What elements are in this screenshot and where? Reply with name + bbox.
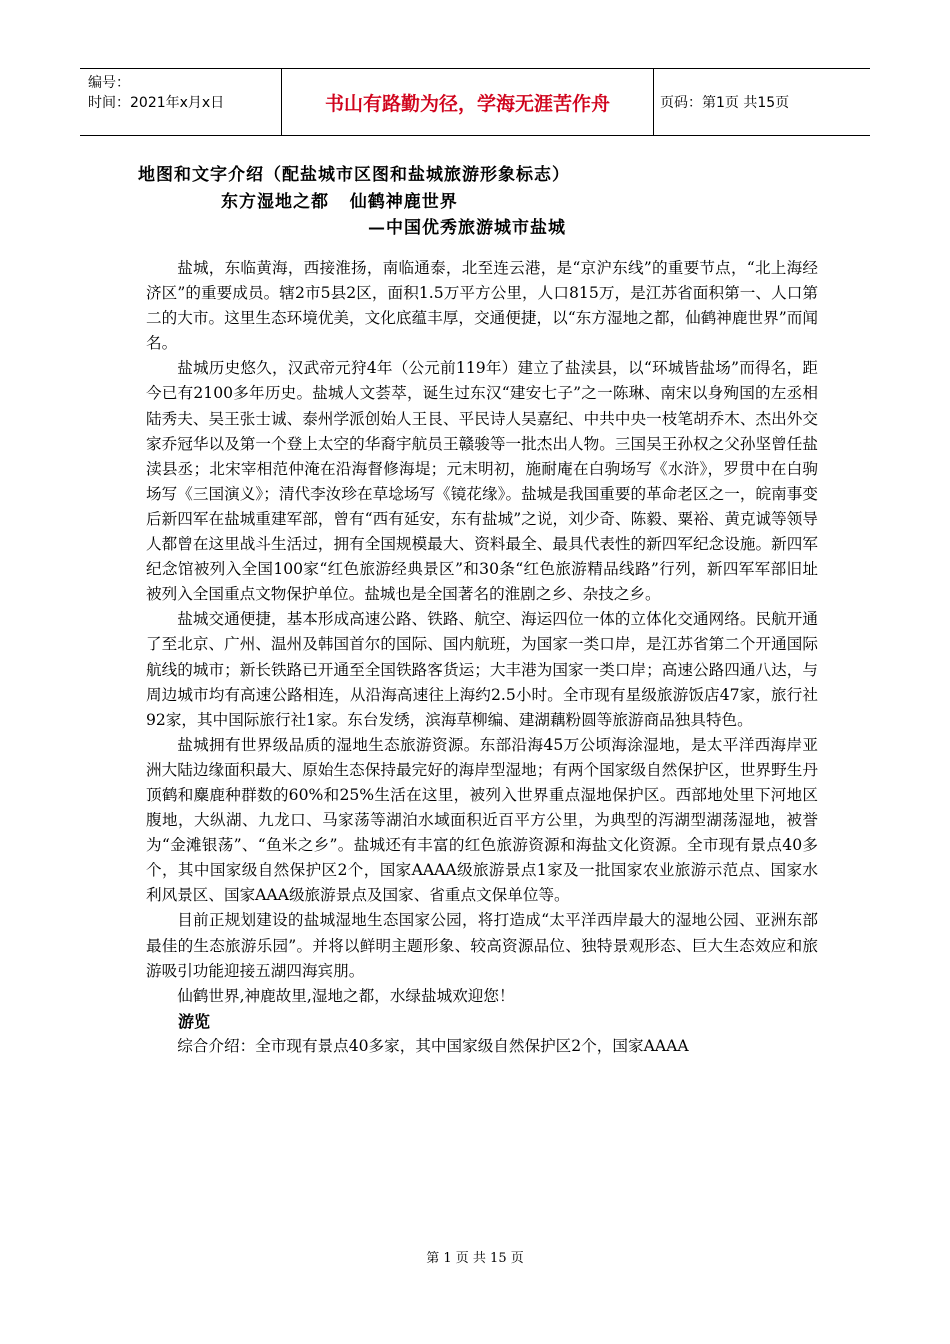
- document-body: [146, 256, 818, 1059]
- paragraph: 盐城交通便捷，基本形成高速公路、铁路、航空、海运四位一体的立体化交通网络。民航开通了至北京、广州、温州及韩国首尔的国际、国内航班，为国家一类口岸，是江苏省第二个开通国际航线的城市；新长铁路已开通至全国铁路客货运；大丰港为国家一类口岸；高速公路四通八达，与周边城市均有高速公路相连，从沿海高速往上海约2.5小时。全市现有星级旅游饭店47家，旅行社92家，其中国际旅行社1家。东台发绣，滨海草柳编、建湖藕粉圆等旅游商品独具特色。: [146, 610, 818, 729]
- page-header: [80, 68, 870, 136]
- paragraph: 盐城拥有世界级品质的湿地生态旅游资源。东部沿海45万公顷海涂湿地，是太平洋西海岸亚洲大陆边缘面积最大、原始生态保持最完好的海岸型湿地；有两个国家级自然保护区，世界野生丹顶鹤和麋鹿种群数的60%和25%生活在这里，被列入世界重点湿地保护区。西部地处里下河地区腹地，大纵湖、九龙口、马家荡等湖泊水域面积近百平方公里，为典型的泻湖型湖荡湿地，被誉为“金滩银荡”、“鱼米之乡”。盐城还有丰富的红色旅游资源和海盐文化资源。全市现有景点40多个，其中国家级自然保护区2个，国家AAAA级旅游景点1家及一批国家农业旅游示范点、国家水利风景区、国家AAA级旅游景点及国家、省重点文保单位等。: [146, 735, 818, 905]
- paragraph: 仙鹤世界,神鹿故里,湿地之都，水绿盐城欢迎您！: [177, 986, 515, 1005]
- header-meta: [80, 69, 281, 135]
- section-intro: 综合介绍：全市现有景点40多家，其中国家级自然保护区2个，国家AAAA: [177, 1036, 689, 1055]
- paragraph: 盐城，东临黄海，西接淮扬，南临通泰，北至连云港，是“京沪东线”的重要节点，“北上海经济区”的重要成员。辖2市5县2区，面积1.5万平方公里，人口815万，是江苏省面积第一、人口第二的大市。这里生态环境优美，文化底蕴丰厚，交通便捷，以“东方湿地之都，仙鹤神鹿世界”而闻名。: [146, 259, 818, 353]
- time-label: 时间：2021年x月x日: [88, 95, 225, 111]
- document-title: 地图和文字介绍（配盐城市区图和盐城旅游形象标志）: [138, 165, 570, 185]
- document-subtitle: 东方湿地之都 仙鹤神鹿世界: [221, 192, 458, 212]
- page-footer: 第 1 页 共 15 页: [426, 1251, 524, 1266]
- section-heading: 游览: [178, 1011, 211, 1031]
- paragraph: 目前正规划建设的盐城湿地生态国家公园，将打造成“太平洋西岸最大的湿地公园、亚洲东部最佳的生态旅游乐园”。并将以鲜明主题形象、较高资源品位、独特景观形态、巨大生态效应和旅游吸引功能迎接五湖四海宾朋。: [146, 911, 818, 980]
- header-page-info: 页码：第1页 共15页: [660, 95, 790, 111]
- document-tagline: —中国优秀旅游城市盐城: [368, 218, 566, 238]
- paragraph: 盐城历史悠久，汉武帝元狩4年（公元前119年）建立了盐渎县，以“环城皆盐场”而得名，距今已有2100多年历史。盐城人文荟萃，诞生过东汉“建安七子”之一陈琳、南宋以身殉国的左丞相陆秀夫、吴王张士诚、泰州学派创始人王艮、平民诗人吴嘉纪、中共中央一枝笔胡乔木、杰出外交家乔冠华以及第一个登上太空的华裔宇航员王赣骏等一批杰出人物。三国吴王孙权之父孙坚曾任盐渎县丞；北宋宰相范仲淹在沿海督修海堤；元末明初，施耐庵在白驹场写《水浒》，罗贯中在白驹场写《三国演义》；清代李汝珍在草埝场写《镜花缘》。盐城是我国重要的革命老区之一，皖南事变后新四军在盐城重建军部，曾有“西有延安，东有盐城”之说，刘少奇、陈毅、粟裕、黄克诚等领导人都曾在这里战斗生活过，拥有全国规模最大、资料最全、最具代表性的新四军纪念设施。新四军纪念馆被列入全国100家“红色旅游经典景区”和30条“红色旅游精品线路”行列，新四军军部旧址被列入全国重点文物保护单位。盐城也是全国著名的淮剧之乡、杂技之乡。: [146, 359, 818, 604]
- number-label: 编号：: [88, 75, 130, 91]
- header-motto: 书山有路勤为径，学海无涯苦作舟: [281, 69, 654, 135]
